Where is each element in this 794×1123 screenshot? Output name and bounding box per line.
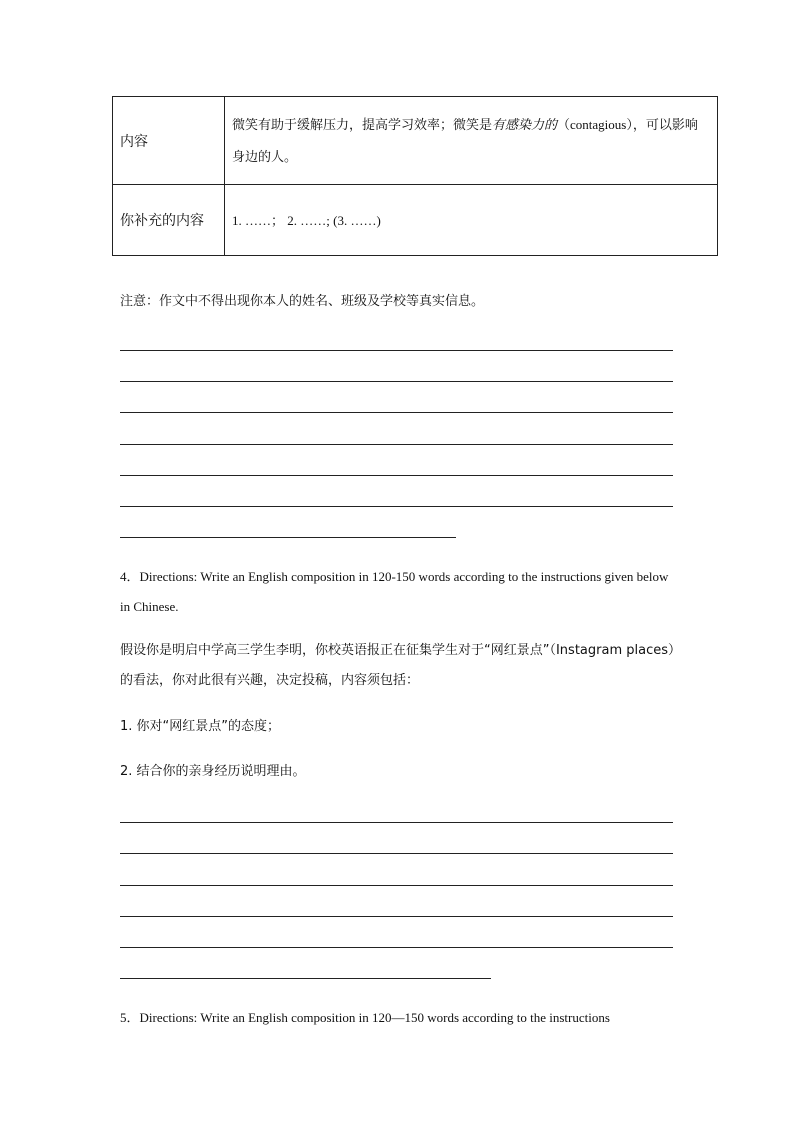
- writing-line[interactable]: [120, 537, 456, 538]
- row-content: 1. ……； 2. ……; (3. ……): [225, 185, 718, 256]
- content-text: 微笑有助于缓解压力，提高学习效率；微笑是: [232, 117, 493, 133]
- writing-line[interactable]: [120, 506, 673, 507]
- writing-line[interactable]: [120, 885, 673, 886]
- writing-line[interactable]: [120, 978, 491, 979]
- content-italic-text: 有感染力的: [492, 117, 558, 133]
- writing-line[interactable]: [120, 822, 673, 823]
- row-label: 你补充的内容: [113, 185, 225, 256]
- note-text: 注意：作文中不得出现你本人的姓名、班级及学校等真实信息。: [120, 294, 485, 309]
- writing-line[interactable]: [120, 412, 673, 413]
- writing-line[interactable]: [120, 947, 673, 948]
- question-4-scenario: 假设你是明启中学高三学生李明，你校英语报正在征集学生对于“网红景点”（Instagram places）的看法，你对此很有兴趣，决定投稿，内容须包括：: [120, 643, 675, 688]
- writing-line[interactable]: [120, 916, 673, 917]
- table-row: [113, 185, 718, 256]
- question-4-directions: 4．Directions: Write an English composition in 120-150 words according to the instructions given below in Chinese.: [120, 569, 669, 614]
- content-text-tail: （contagious），可以影响身边的人。: [232, 116, 698, 164]
- table-row: [113, 97, 718, 185]
- row-content: [225, 97, 718, 185]
- row-label: 内容: [113, 97, 225, 185]
- question-4-item-2: 2. 结合你的亲身经历说明理由。: [120, 764, 306, 779]
- writing-line[interactable]: [120, 350, 673, 351]
- question-4-item-1: 1. 你对“网红景点”的态度；: [120, 719, 281, 734]
- writing-line[interactable]: [120, 381, 673, 382]
- writing-line[interactable]: [120, 444, 673, 445]
- writing-line[interactable]: [120, 853, 673, 854]
- content-table: [112, 96, 718, 256]
- question-5-directions: 5．Directions: Write an English composition in 120—150 words according to the instructions: [120, 1010, 610, 1025]
- writing-line[interactable]: [120, 475, 673, 476]
